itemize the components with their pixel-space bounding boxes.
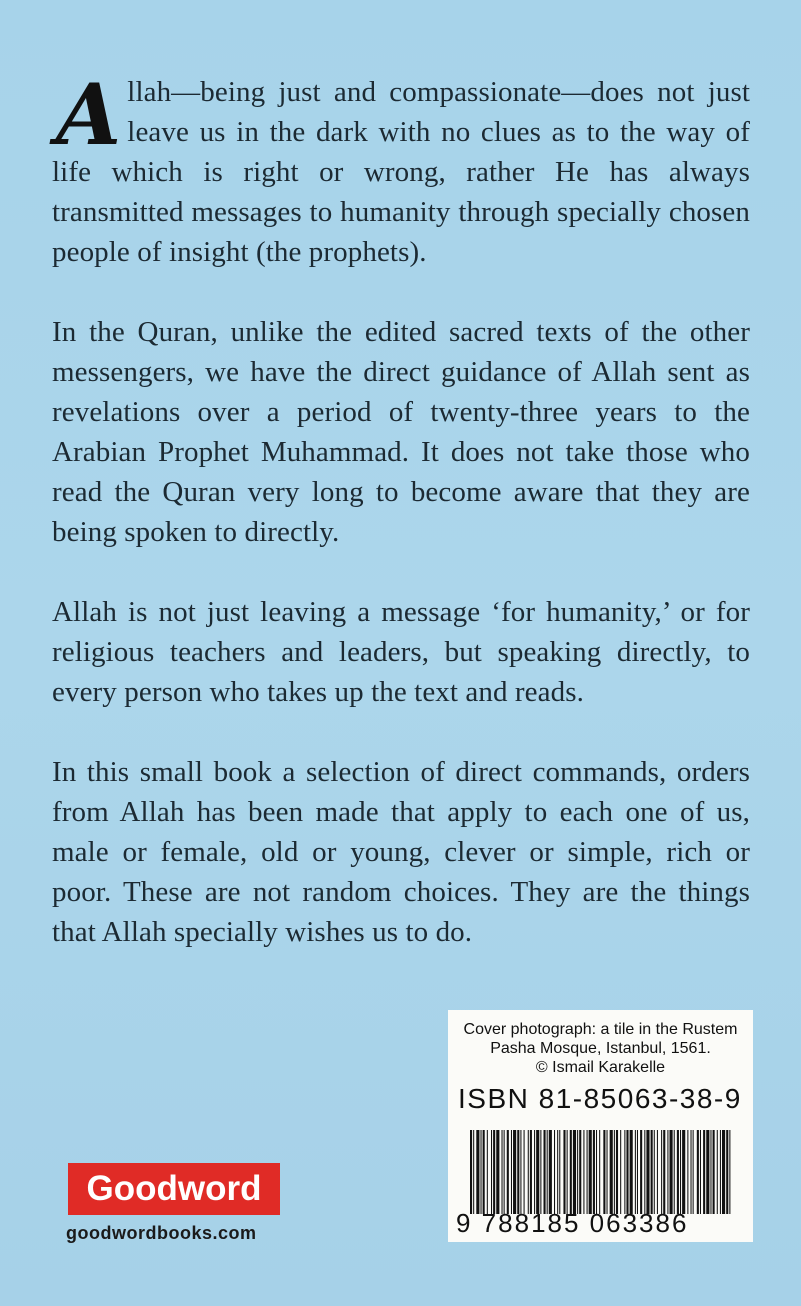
credit-line-1: Cover photograph: a tile in the Rustem bbox=[463, 1021, 738, 1038]
cover-photo-credit bbox=[456, 1020, 745, 1077]
blurb-paragraph-3: Allah is not just leaving a message ‘for humanity,’ or for religious teachers and leaders, but speaking directly, to every person who takes up the text and reads. bbox=[52, 596, 750, 708]
blurb-paragraph-4: In this small book a selection of direct commands, orders from Allah has been made that apply to each one of us, male or female, old or young, clever or simple, rich or poor. These are not random choices. They are the things that Allah specially wishes us to do. bbox=[52, 756, 750, 948]
drop-cap: A bbox=[56, 65, 122, 164]
barcode-digits: 9 788185 063386 bbox=[456, 1208, 689, 1238]
credit-line-2: Pasha Mosque, Istanbul, 1561. bbox=[490, 1040, 711, 1057]
blurb-paragraph-1 bbox=[52, 65, 750, 272]
credit-line-3: © Ismail Karakelle bbox=[535, 1059, 666, 1076]
blurb-paragraph-1-text: llah—being just and compassionate—does not just leave us in the dark with no clues as to the way of life which is right or wrong, rather He has always transmitted messages to humanity through specially chosen people of insight (the prophets). bbox=[52, 76, 750, 268]
publisher-url[interactable]: goodwordbooks.com bbox=[66, 1223, 257, 1243]
blurb-paragraph-2: In the Quran, unlike the edited sacred texts of the other messengers, we have the direct guidance of Allah sent as revelations over a period of twenty-three years to the Arabian Prophet Muhammad. It does not take those who read the Quran very long to become aware that they are being spoken to directly. bbox=[52, 316, 750, 548]
isbn-label bbox=[448, 1010, 753, 1242]
barcode-icon bbox=[470, 1130, 732, 1214]
blurb-text bbox=[52, 65, 750, 952]
isbn-number: ISBN 81-85063-38-9 bbox=[458, 1083, 742, 1114]
publisher-logo: Goodword bbox=[68, 1163, 280, 1215]
